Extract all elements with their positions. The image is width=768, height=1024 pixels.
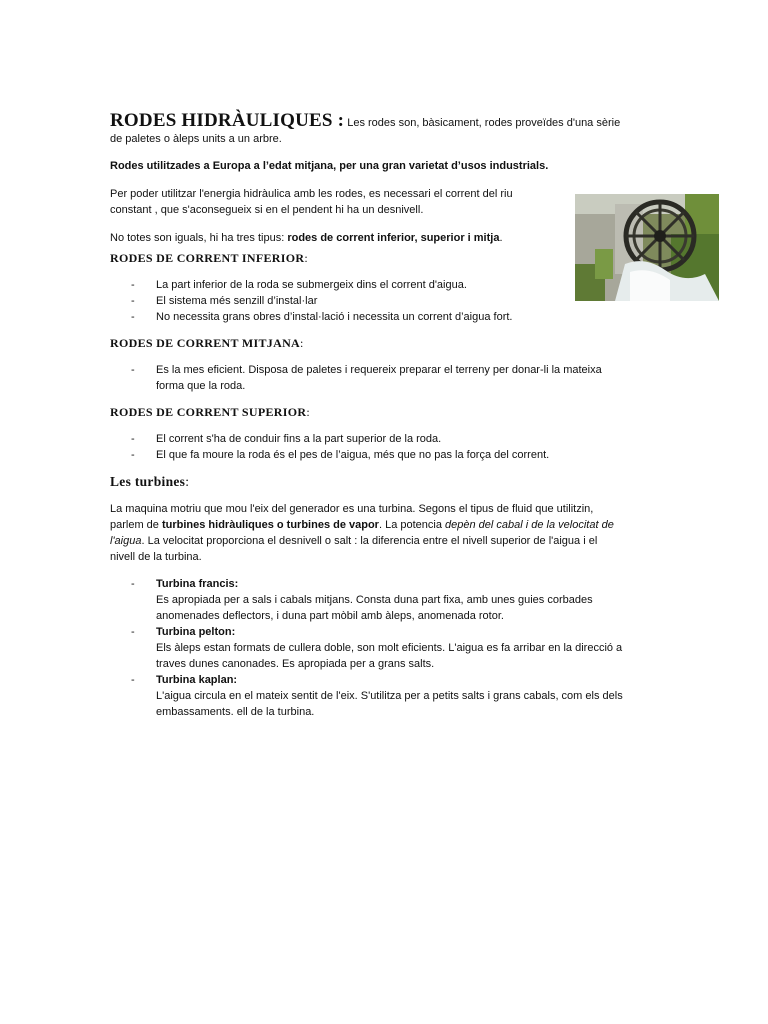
intro-text-continued: de paletes o àleps units a un arbre. — [110, 133, 282, 145]
text-run: parlem de — [110, 519, 162, 531]
turbine-types-list — [110, 576, 670, 720]
list-item — [110, 277, 670, 293]
turbines-paragraph-line-1: La maquina motriu que mou l'eix del generador es una turbina. Segons el tipus de fluid que utilitzin, — [110, 503, 594, 515]
turbine-kinds: turbines hidràuliques o turbines de vapor — [161, 519, 379, 531]
turbine-desc: L'aigua circula en el mateix sentit de l'eix. S'utilitza per a petits salts i grans cabals, com els dels — [156, 690, 623, 702]
dash-bullet: - — [131, 674, 135, 686]
section-heading-mitjana — [110, 335, 670, 351]
dash-bullet: - — [131, 364, 135, 376]
superior-list — [110, 431, 670, 463]
list-item-text: No necessita grans obres d’instal·lació i necessita un corrent d’aigua fort. — [156, 311, 513, 323]
list-item-text: El corrent s'ha de conduir fins a la part superior de la roda. — [156, 433, 442, 445]
turbine-desc: Es apropiada per a sals i cabals mitjans. Consta duna part fixa, amb unes guies corbades — [156, 594, 593, 606]
list-item — [110, 293, 670, 309]
turbine-item-pelton — [110, 624, 670, 672]
energy-paragraph-line-2: constant , que s'aconsegueix si en el pendent hi ha un desnivell. — [110, 204, 424, 216]
italic-text: l'aigua — [110, 535, 142, 547]
dash-bullet: - — [131, 449, 135, 461]
list-item-text: La part inferior de la roda se submergeix dins el corrent d'aigua. — [156, 279, 467, 291]
list-item — [110, 309, 670, 325]
turbine-desc: embassaments. ell de la turbina. — [156, 706, 315, 718]
dash-bullet: - — [131, 578, 135, 590]
types-paragraph — [110, 230, 670, 246]
list-item-text: El que fa moure la roda és el pes de l’aigua, més que no pas la força del corrent. — [156, 449, 550, 461]
turbine-item-francis — [110, 576, 670, 624]
heading-superior-text: RODES DE CORRENT SUPERIOR — [110, 405, 307, 419]
turbine-name: Turbina kaplan: — [156, 674, 238, 686]
list-item-text: Es la mes eficient. Disposa de paletes i requereix preparar el terreny per donar-li la mateixa — [156, 364, 602, 376]
section-heading-superior — [110, 404, 670, 420]
heading-inferior-text: RODES DE CORRENT INFERIOR — [110, 251, 305, 265]
turbines-paragraph-line-4: nivell de la turbina. — [110, 551, 202, 563]
heading-mitjana-text: RODES DE CORRENT MITJANA — [110, 336, 301, 350]
heading-colon: : — [304, 251, 308, 265]
text-run: . La velocitat proporciona el desnivell o salt : la diferencia entre el nivell superior de l'aigua i el — [141, 535, 598, 547]
intro-text: Les rodes son, bàsicament, rodes proveïdes d'una sèrie — [347, 117, 621, 129]
list-item — [110, 431, 670, 447]
list-item-text-continued: forma que la roda. — [156, 380, 246, 392]
italic-text: depèn del cabal i de la velocitat de — [445, 519, 614, 531]
dash-bullet: - — [131, 626, 135, 638]
heading-colon: : — [300, 336, 304, 350]
list-item — [110, 447, 670, 463]
mitjana-list — [110, 362, 670, 394]
dash-bullet: - — [131, 279, 135, 291]
section-heading-inferior — [110, 250, 670, 266]
list-item — [110, 362, 670, 394]
title-paragraph — [110, 110, 670, 131]
types-intro: No totes son iguals, hi ha tres tipus: — [110, 232, 288, 244]
inferior-list — [110, 277, 670, 325]
turbines-paragraph-line-2 — [110, 517, 670, 533]
turbine-desc: Els àleps estan formats de cullera doble, son molt eficients. L'aigua es fa arribar en la direcció a — [156, 642, 623, 654]
turbine-desc: traves dunes canonades. Es apropiada per a grans salts. — [156, 658, 435, 670]
heading-colon: : — [306, 405, 310, 419]
turbine-name: Turbina pelton: — [156, 626, 236, 638]
heading-colon: : — [185, 474, 190, 489]
turbine-item-kaplan — [110, 672, 670, 720]
heading-turbines-text: Les turbines — [110, 474, 186, 489]
dash-bullet: - — [131, 295, 135, 307]
turbines-paragraph-line-3 — [110, 533, 670, 549]
types-end: . — [499, 232, 503, 244]
list-item-text: El sistema més senzill d’instal·lar — [156, 295, 318, 307]
energy-paragraph-line-1: Per poder utilitzar l'energia hidràulica amb les rodes, es necessari el corrent del riu — [110, 188, 513, 200]
document-body — [110, 110, 670, 720]
europe-statement: Rodes utilitzades a Europa a l’edat mitjana, per una gran varietat d’usos industrials. — [110, 160, 549, 172]
turbine-desc: anomenades deflectors, i duna part mòbil amb àleps, anomenada rotor. — [156, 610, 504, 622]
dash-bullet: - — [131, 311, 135, 323]
turbine-name: Turbina francis: — [156, 578, 239, 590]
section-heading-turbines — [110, 474, 670, 490]
dash-bullet: - — [131, 433, 135, 445]
page-title: RODES HIDRÀULIQUES : — [110, 110, 345, 131]
types-list: rodes de corrent inferior, superior i mitja — [287, 232, 500, 244]
text-run: . La potencia — [378, 519, 446, 531]
